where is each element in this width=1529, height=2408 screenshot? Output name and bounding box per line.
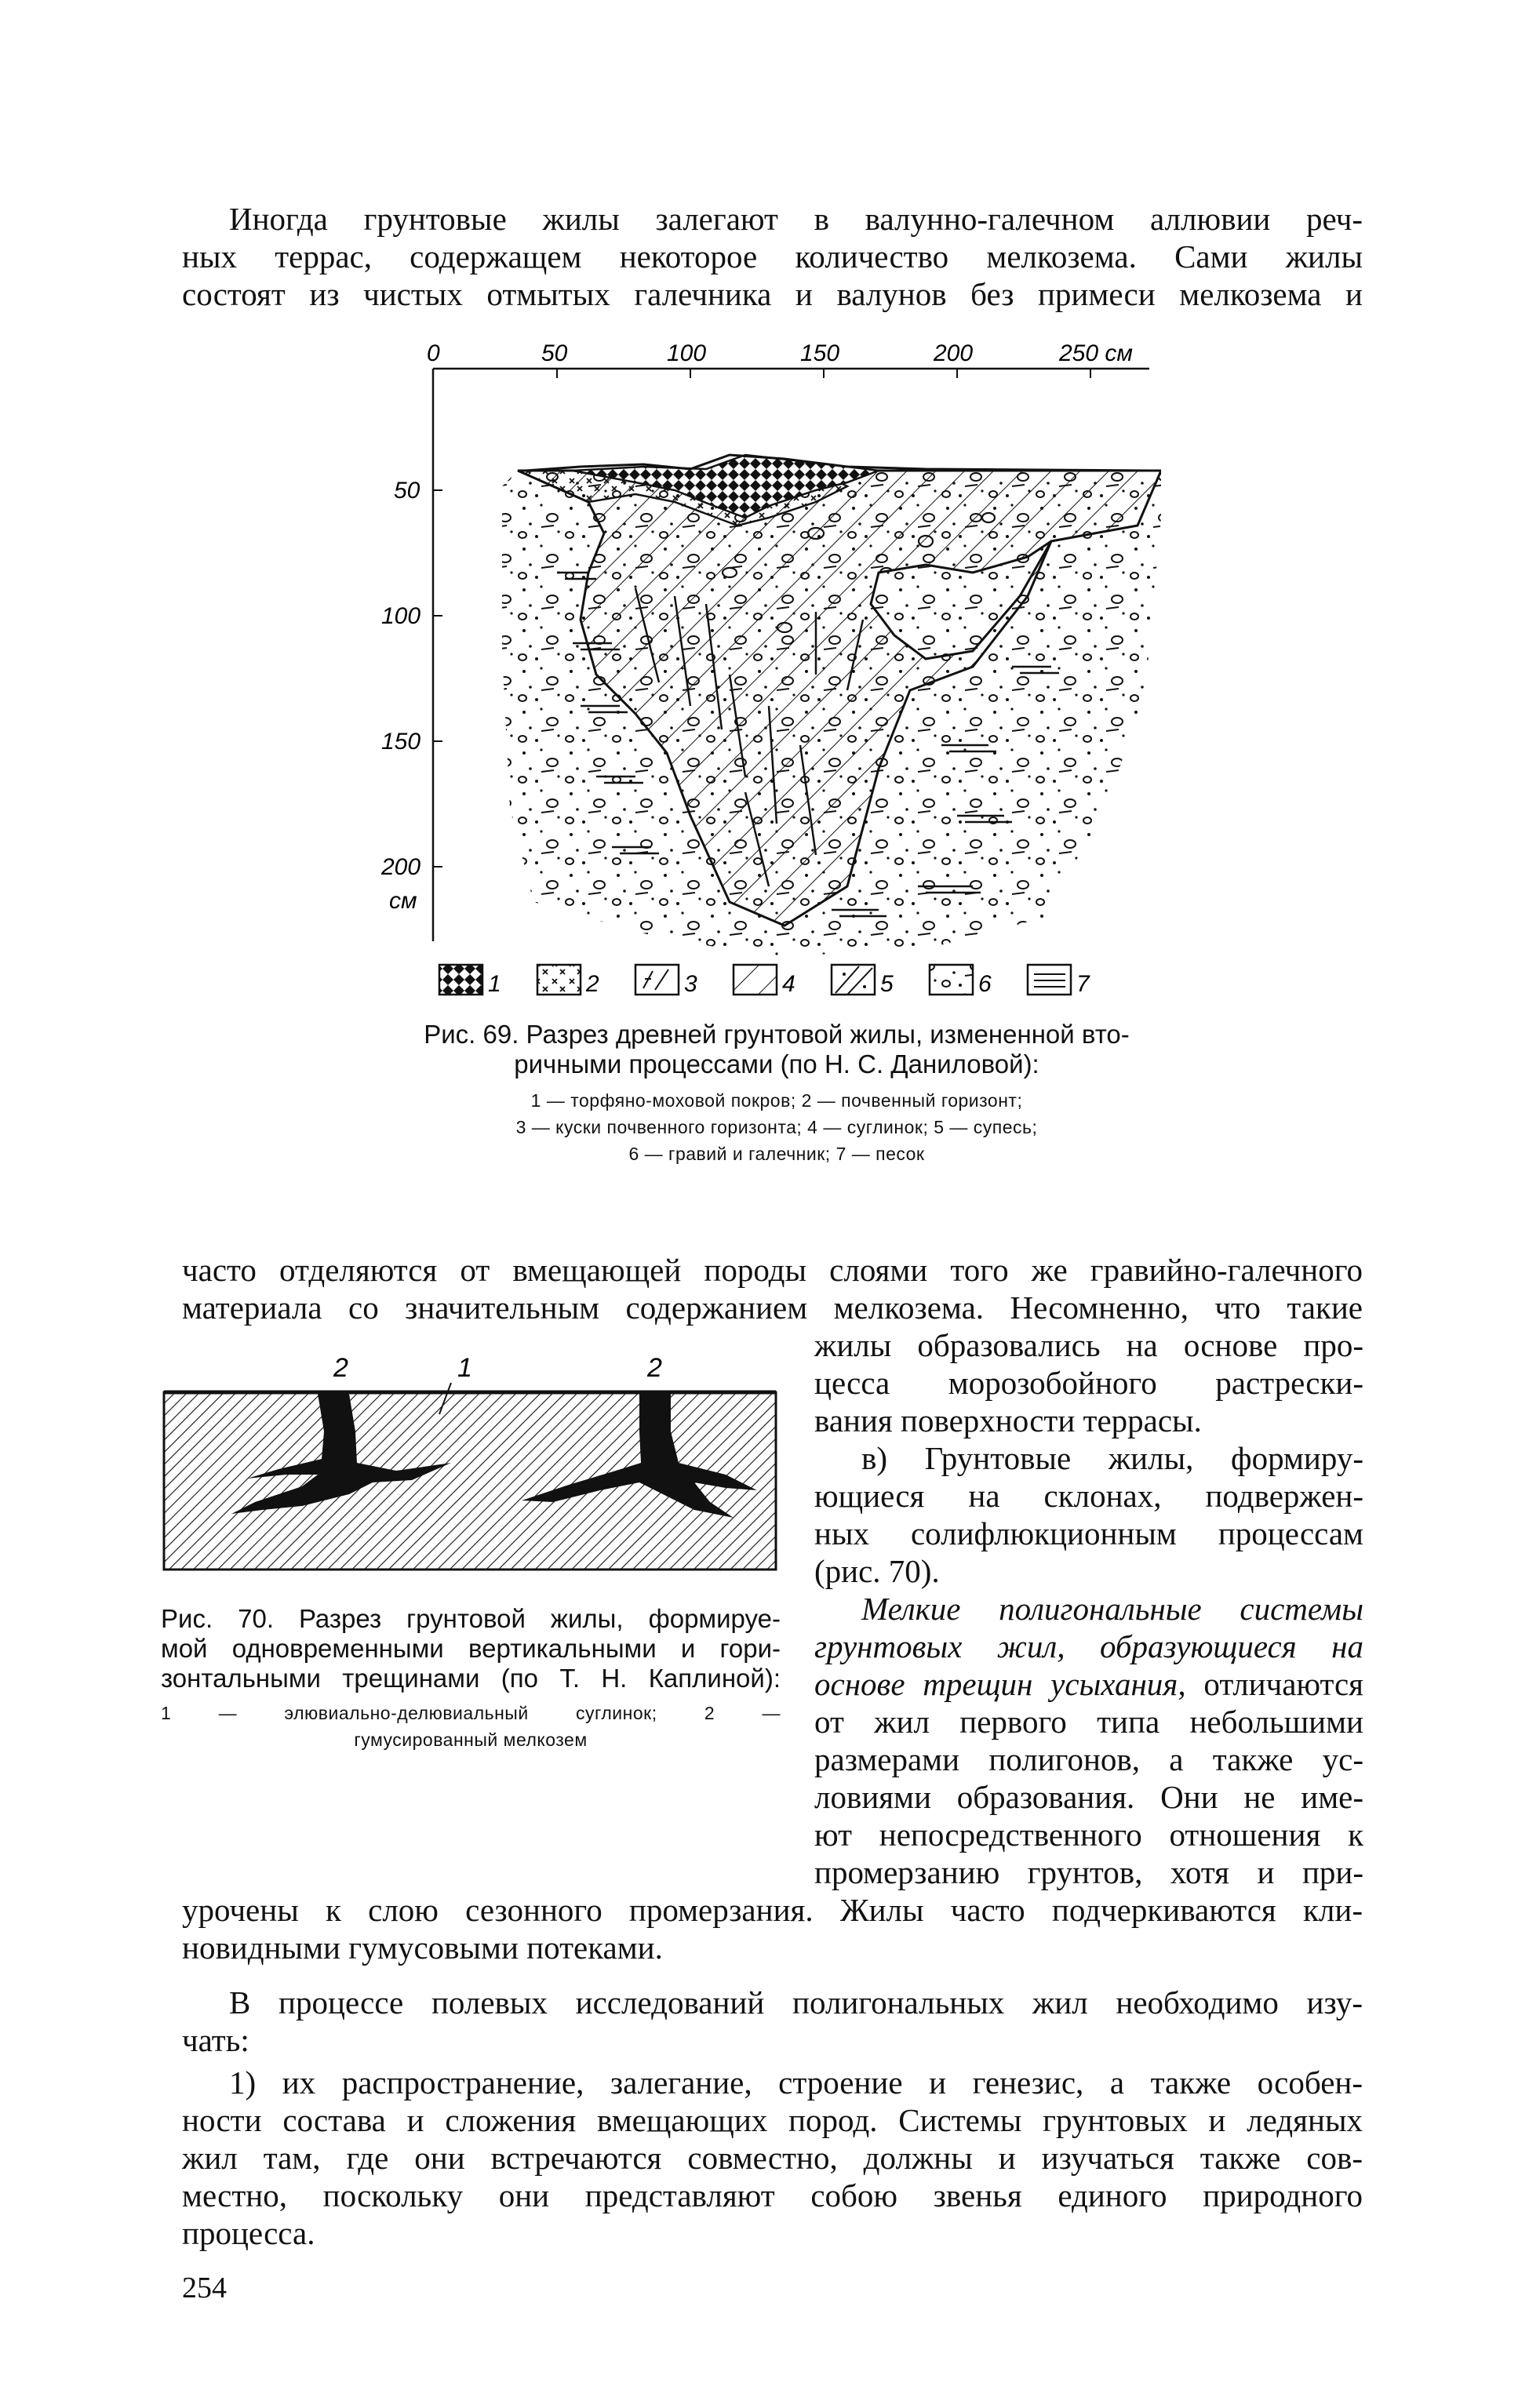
legend-item-1	[439, 965, 501, 997]
text-line: часто отделяются от вмещающей породы слоями того же гравийно-галечного	[182, 1252, 1363, 1288]
caption-title-line: Рис. 69. Разрез древней грунтовой жилы, измененной вто-	[424, 1020, 1130, 1049]
caption-title-line: зонтальными трещинами (по Т. Н. Каплиной):	[161, 1664, 781, 1693]
svg-text:5: 5	[880, 971, 894, 997]
caption-title-line: мой одновременными вертикальными и гори-	[161, 1634, 781, 1663]
caption-legend-line: 6 — гравий и галечник; 7 — песок	[628, 1144, 925, 1164]
fig70-caption	[161, 1604, 781, 1753]
text-line: от жил первого типа небольшими	[814, 1704, 1363, 1740]
text-line: вания поверхности террасы.	[814, 1402, 1202, 1439]
fig69-diagram	[377, 337, 1161, 1004]
text-line: состоят из чистых отмытых галечника и валунов без примеси мелкозема и	[182, 276, 1363, 312]
legend-item-2	[537, 965, 599, 997]
text-line: основе трещин усыхания, отличаются	[814, 1666, 1363, 1702]
svg-text:1: 1	[488, 971, 501, 997]
scale-top-label: 250 см	[1059, 340, 1133, 366]
process-paragraph	[182, 1984, 1363, 2059]
fig70-diagram	[161, 1345, 781, 1580]
text-line: ных солифлюкционным процессам	[814, 1515, 1363, 1551]
caption-legend-line: 3 — куски почвенного горизонта; 4 — суглинок; 5 — супесь;	[515, 1117, 1038, 1137]
text-line: Иногда грунтовые жилы залегают в валунно-галечном аллювии реч-	[229, 201, 1363, 237]
text-line: жилы образовались на основе про-	[814, 1327, 1363, 1363]
text-line: материала со значительным содержанием мелкозема. Несомненно, что такие	[182, 1289, 1363, 1326]
scale-left-label: 150	[381, 729, 421, 755]
top-paragraph	[182, 200, 1363, 313]
scale-top-label: 50	[541, 340, 568, 366]
figure-70	[161, 1345, 781, 1580]
scale-left-label: 100	[381, 603, 421, 629]
figure-69	[377, 337, 1161, 1004]
fig69-legend	[439, 965, 1090, 997]
text-line: ющиеся на склонах, подвержен-	[814, 1478, 1363, 1514]
text-line: в) Грунтовые жилы, формиру-	[861, 1440, 1363, 1476]
text-line: промерзанию грунтов, хотя и при-	[814, 1854, 1363, 1890]
caption-legend-line: 1 — элювиально-делювиальный суглинок; 2 —	[161, 1703, 781, 1723]
scale-top-label: 200	[934, 340, 974, 366]
legend-item-4	[734, 965, 795, 997]
svg-text:2: 2	[586, 971, 599, 997]
text-line: грунтовых жил, образующиеся на	[814, 1628, 1363, 1664]
legend-item-3	[635, 965, 697, 997]
text-line: В процессе полевых исследований полигональных жил необходимо изу-	[229, 1984, 1363, 2021]
text-line: жил там, где они встречаются совместно, должны и изучаться также сов-	[182, 2140, 1363, 2176]
scale-top-label: 0	[427, 340, 440, 366]
text-line: размерами полигонов, а также ус-	[814, 1741, 1363, 1777]
text-line: цесса морозобойного растрески-	[814, 1365, 1363, 1401]
right-paragraph-b	[814, 1439, 1363, 1590]
text-line: местно, поскольку они представляют собою звенья единого природного	[182, 2177, 1363, 2213]
fig69-caption	[361, 1020, 1192, 1167]
right-paragraph-c	[814, 1590, 1363, 1891]
fig70-label: 1	[457, 1353, 472, 1383]
scale-top-label: 150	[800, 340, 840, 366]
list-item-1-paragraph	[182, 2064, 1363, 2252]
scale-left-label: см	[389, 888, 417, 914]
caption-title-line: Рис. 70. Разрез грунтовой жилы, формируе-	[161, 1604, 781, 1633]
fig70-label: 2	[647, 1353, 662, 1383]
page-number: 254	[182, 2272, 227, 2304]
text-line: Мелкие полигональные системы	[861, 1591, 1363, 1627]
after-figure-paragraph	[182, 1891, 1363, 1966]
caption-title-line: ричными процессами (по Н. С. Даниловой):	[514, 1049, 1039, 1079]
text-line: новидными гумусовыми потеками.	[182, 1930, 663, 1966]
caption-legend-line: 1 — торфяно-моховой покров; 2 — почвенный горизонт;	[530, 1090, 1023, 1111]
text-line: урочены к слою сезонного промерзания. Жилы часто подчеркиваются кли-	[182, 1892, 1363, 1928]
legend-item-6	[930, 965, 992, 997]
text-line: чать:	[182, 2022, 249, 2058]
text-line: процесса.	[182, 2215, 315, 2251]
fig70-label: 2	[333, 1353, 348, 1383]
scale-left-label: 50	[394, 478, 420, 504]
svg-text:7: 7	[1076, 971, 1090, 997]
text-line: ных террас, содержащем некоторое количество мелкозема. Сами жилы	[182, 238, 1363, 275]
text-line: (рис. 70).	[814, 1553, 940, 1589]
text-line: ловиями образования. Они не име-	[814, 1779, 1363, 1815]
right-column-continuation	[814, 1326, 1363, 1439]
svg-text:3: 3	[684, 971, 697, 997]
middle-paragraph	[182, 1251, 1363, 1326]
scale-top-label: 100	[667, 340, 707, 366]
scale-left-label: 200	[381, 854, 421, 880]
text-line: ности состава и сложения вмещающих пород. Системы грунтовых и ледяных	[182, 2102, 1363, 2138]
caption-legend-line: гумусированный мелкозем	[354, 1730, 588, 1750]
svg-text:6: 6	[978, 971, 992, 997]
text-line: ют непосредственного отношения к	[814, 1817, 1363, 1853]
text-line: 1) их распространение, залегание, строение и генезис, а также особен-	[229, 2064, 1363, 2101]
legend-item-7	[1028, 965, 1090, 997]
legend-item-5	[832, 965, 894, 997]
svg-text:4: 4	[782, 971, 795, 997]
